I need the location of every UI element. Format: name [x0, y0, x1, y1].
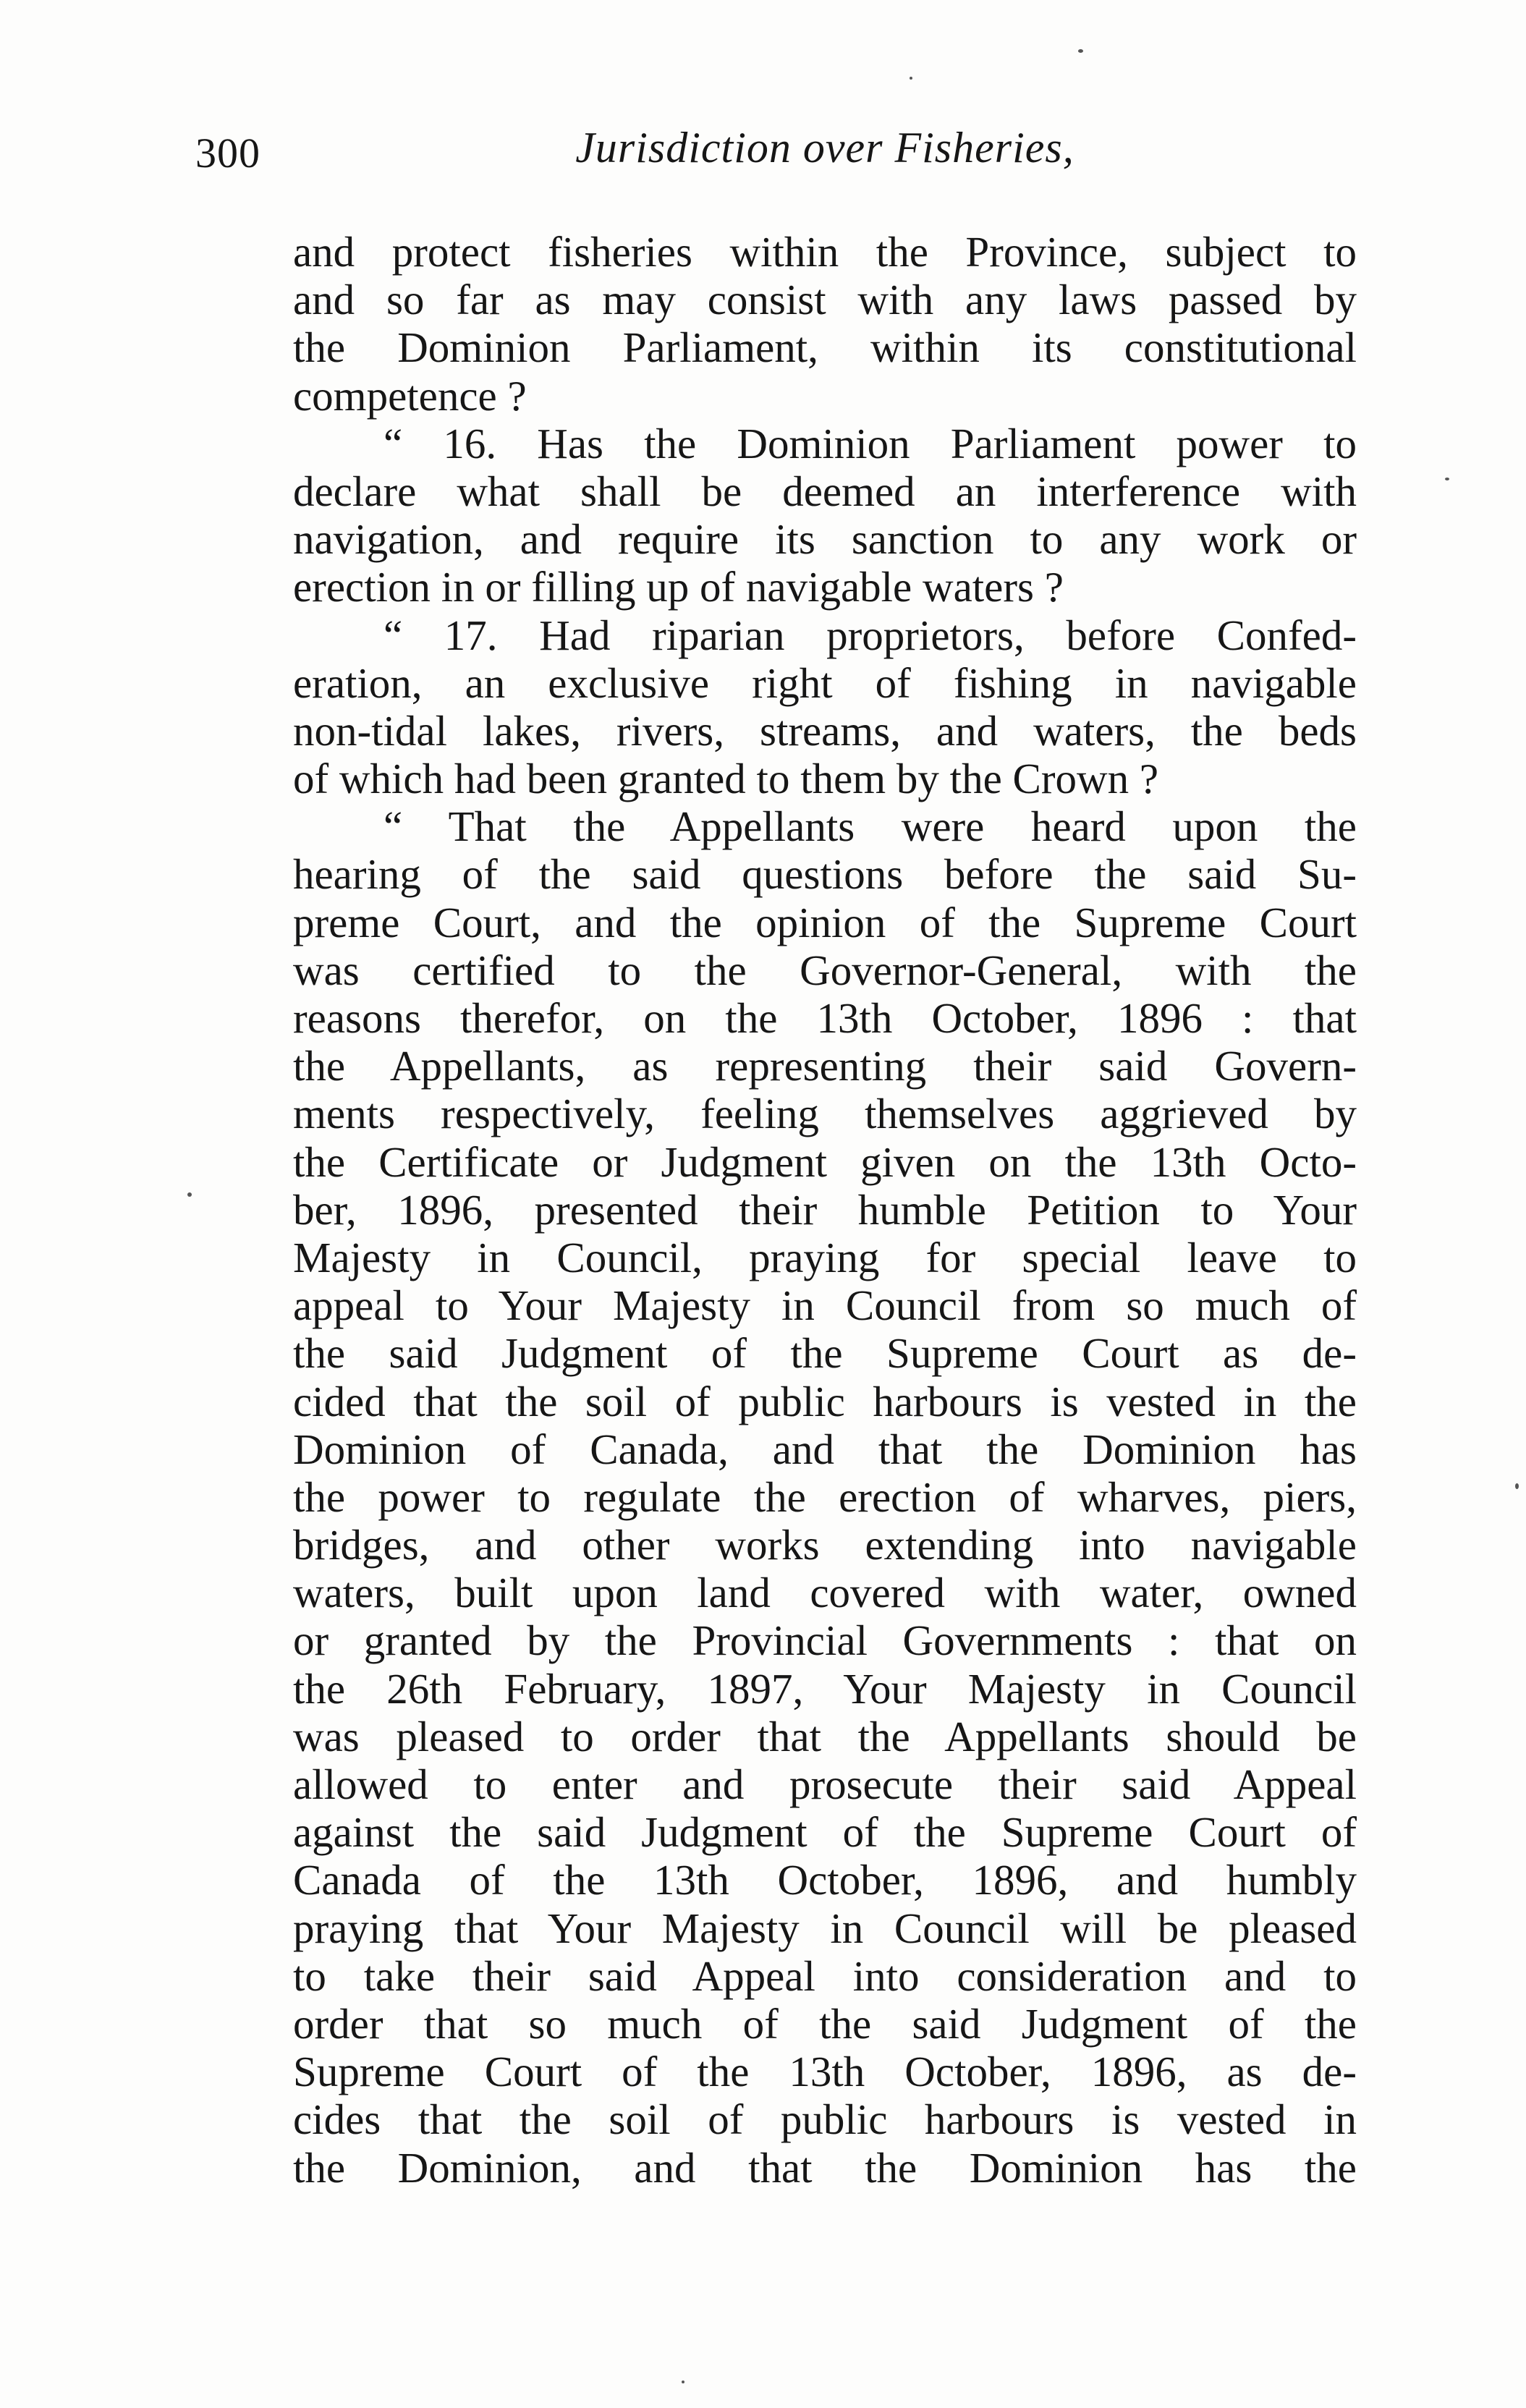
scan-speck [682, 2381, 684, 2383]
text-line: Majesty in Council, praying for special leave to [293, 1233, 1357, 1281]
scan-speck [1445, 478, 1449, 480]
scan-speck [910, 77, 912, 80]
text-line: bridges, and other works extending into navigable [293, 1521, 1357, 1569]
text-line: “ That the Appellants were heard upon the [383, 802, 1357, 851]
text-line: competence ? [293, 371, 527, 420]
text-line: order that so much of the said Judgment of the [293, 1999, 1357, 2048]
text-line: appeal to Your Majesty in Council from so much of [293, 1281, 1357, 1330]
body-text [293, 228, 1357, 2192]
text-line: declare what shall be deemed an interference with [293, 467, 1357, 515]
text-line: the Dominion Parliament, within its constitutional [293, 323, 1357, 372]
text-line: ber, 1896, presented their humble Petition to Your [293, 1185, 1357, 1234]
text-line: cides that the soil of public harbours is vested in [293, 2095, 1357, 2144]
text-line: Dominion of Canada, and that the Dominion has [293, 1425, 1357, 1473]
text-line: the 26th February, 1897, Your Majesty in Council [293, 1664, 1357, 1713]
text-line: the Appellants, as representing their said Govern- [293, 1042, 1357, 1090]
text-line: reasons therefor, on the 13th October, 1896 : that [293, 994, 1357, 1042]
text-line: and so far as may consist with any laws passed by [293, 276, 1357, 324]
text-line: cided that the soil of public harbours is vested in the [293, 1377, 1357, 1425]
text-line: hearing of the said questions before the said Su- [293, 850, 1357, 899]
text-line: erection in or filling up of navigable waters ? [293, 563, 1064, 611]
running-head [293, 123, 1357, 181]
scan-speck [187, 1192, 192, 1197]
scan-speck [1078, 49, 1083, 53]
text-line: allowed to enter and prosecute their said Appeal [293, 1760, 1357, 1808]
text-line: non-tidal lakes, rivers, streams, and waters, the beds [293, 706, 1357, 755]
text-line: the power to regulate the erection of wharves, piers, [293, 1472, 1357, 1521]
text-line: ments respectively, feeling themselves aggrieved by [293, 1090, 1357, 1138]
running-title: Jurisdiction over Fisheries, [575, 124, 1074, 171]
text-line: to take their said Appeal into consideration and to [293, 1951, 1357, 2000]
text-line: against the said Judgment of the Supreme Court of [293, 1808, 1357, 1857]
text-line: of which had been granted to them by the Crown ? [293, 755, 1159, 803]
text-line: waters, built upon land covered with water, owned [293, 1569, 1357, 1617]
text-line: the said Judgment of the Supreme Court as de- [293, 1329, 1357, 1378]
text-line: was pleased to order that the Appellants should be [293, 1712, 1357, 1760]
text-line: eration, an exclusive right of fishing in navigable [293, 658, 1357, 707]
text-line: preme Court, and the opinion of the Supreme Court [293, 898, 1357, 946]
text-line: navigation, and require its sanction to any work or [293, 515, 1357, 564]
text-line: Canada of the 13th October, 1896, and humbly [293, 1856, 1357, 1904]
text-line: was certified to the Governor-General, with the [293, 946, 1357, 994]
text-line: or granted by the Provincial Governments : that on [293, 1616, 1357, 1665]
text-line: “ 17. Had riparian proprietors, before Confed- [383, 611, 1357, 659]
text-line: the Certificate or Judgment given on the 13th Octo- [293, 1137, 1357, 1186]
scan-speck [1515, 1483, 1519, 1489]
text-line: Supreme Court of the 13th October, 1896, as de- [293, 2048, 1357, 2096]
page-number: 300 [195, 130, 260, 177]
text-line: the Dominion, and that the Dominion has the [293, 2143, 1357, 2192]
text-line: and protect fisheries within the Province, subject to [293, 228, 1357, 276]
text-line: praying that Your Majesty in Council will be pleased [293, 1904, 1357, 1952]
text-line: “ 16. Has the Dominion Parliament power to [383, 419, 1357, 467]
